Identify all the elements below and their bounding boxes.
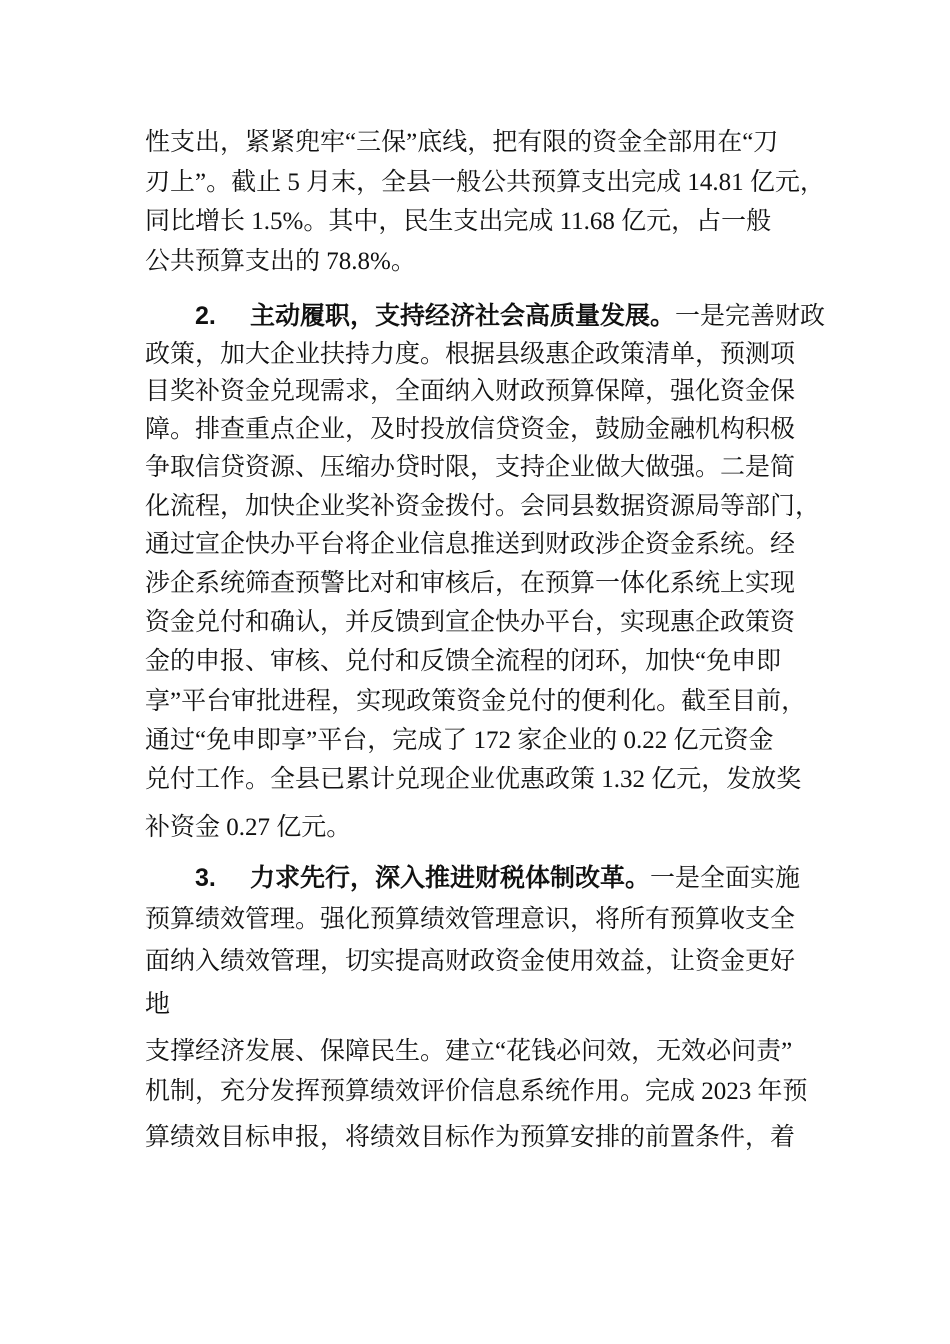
- text-line: 刃上”。截止 5 月末，全县一般公共预算支出完成 14.81 亿元，: [145, 169, 825, 196]
- text-line: 目奖补资金兑现需求，全面纳入财政预算保障，强化资金保: [145, 378, 796, 405]
- text-line: 兑付工作。全县已累计兑现企业优惠政策 1.32 亿元，发放奖: [145, 766, 802, 793]
- text-line: 机制，充分发挥预算绩效评价信息系统作用。完成 2023 年预: [145, 1078, 808, 1105]
- text-line: 地: [145, 991, 171, 1018]
- text-line: 涉企系统筛查预警比对和审核后，在预算一体化系统上实现: [145, 570, 796, 597]
- section-3-heading-line: [195, 863, 800, 894]
- text-line: 补资金 0.27 亿元。: [145, 814, 352, 841]
- text-line: 化流程，加快企业奖补资金拨付。会同县数据资源局等部门，: [145, 493, 821, 520]
- text-line: 通过宣企快办平台将企业信息推送到财政涉企资金系统。经: [145, 531, 796, 558]
- section-heading: 主动履职，支持经济社会高质量发展。: [250, 302, 676, 330]
- text-line: 面纳入绩效管理，切实提高财政资金使用效益，让资金更好: [145, 948, 796, 975]
- section-number: 3.: [195, 864, 216, 892]
- section-number: 2.: [195, 302, 216, 330]
- text-line: 金的申报、审核、兑付和反馈全流程的闭环，加快“免申即: [145, 648, 782, 675]
- text-run: 一是完善财政: [675, 303, 826, 330]
- section-heading: 力求先行，深入推进财税体制改革。: [250, 864, 651, 892]
- text-line: 同比增长 1.5%。其中，民生支出完成 11.68 亿元，占一般: [145, 208, 772, 235]
- text-line: 通过“免申即享”平台，完成了 172 家企业的 0.22 亿元资金: [145, 727, 774, 754]
- text-line: 享”平台审批进程，实现政策资金兑付的便利化。截至目前，: [145, 688, 807, 715]
- text-line: 支撑经济发展、保障民生。建立“花钱必问效，无效必问责”: [145, 1038, 793, 1065]
- text-line: 资金兑付和确认，并反馈到宣企快办平台，实现惠企政策资: [145, 609, 796, 636]
- text-run: 一是全面实施: [650, 865, 801, 892]
- text-line: 公共预算支出的 78.8%。: [145, 248, 416, 275]
- section-2-heading-line: [195, 301, 825, 332]
- text-line: 性支出，紧紧兜牢“三保”底线，把有限的资金全部用在“刀: [145, 129, 779, 156]
- text-line: 障。排查重点企业，及时投放信贷资金，鼓励金融机构积极: [145, 416, 796, 443]
- text-line: 政策，加大企业扶持力度。根据县级惠企政策清单，预测项: [145, 341, 796, 368]
- text-line: 算绩效目标申报，将绩效目标作为预算安排的前置条件，着: [145, 1124, 796, 1151]
- text-line: 争取信贷资源、压缩办贷时限，支持企业做大做强。二是简: [145, 454, 796, 481]
- text-line: 预算绩效管理。强化预算绩效管理意识，将所有预算收支全: [145, 906, 796, 933]
